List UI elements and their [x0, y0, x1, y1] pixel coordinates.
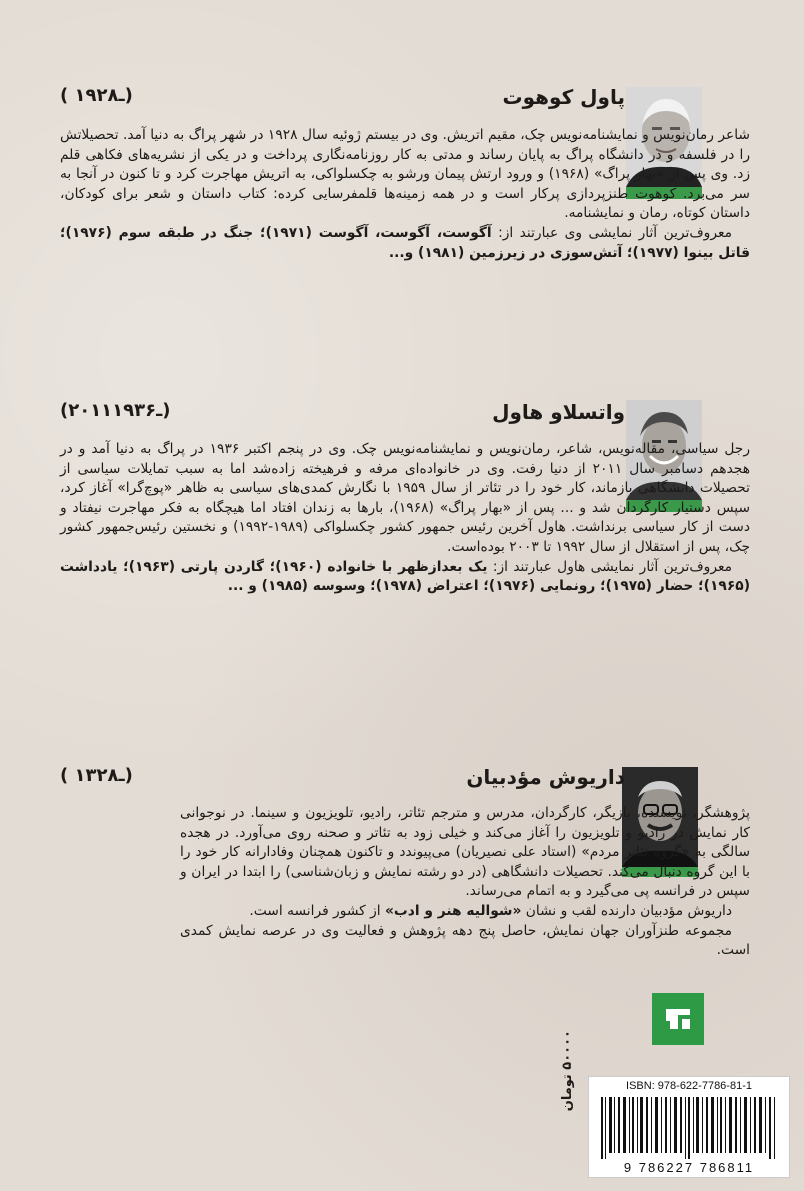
isbn-barcode-box: [588, 1076, 790, 1178]
works-list: آگوست، آگوست، آگوست (۱۹۷۱)؛ جنگ در طبقه سوم (۱۹۷۶)؛ قاتل بینوا (۱۹۷۷)؛ آتش‌سوزی در زیرزمین (۱۹۸۱) و...: [60, 224, 750, 261]
bio-paragraph: شاعر رمان‌نویس و نمایشنامه‌نویس چک، مقیم اتریش. وی در بیستم ژوئیه سال ۱۹۲۸ در شهر پراگ به دنیا آمد. تحصیلاتش را در فلسفه و در دانشگاه پراگ به پایان رساند و مدتی به کار روزنامه‌نگاری پرداخت و در یکی از نشریه‌های فکاهی قلم زد. وی پس از «بهار پراگ» (۱۹۶۸) و ورود ارتش پیمان ورشو به چکسلواکی، به اتریش مهاجرت کرد و تا کنون در آنجا به سر می‌برد. کوهوت طنزپردازی پرکار است و در همه زمینه‌ها قلمفرسایی کرده: کتاب داستان و شعر برای کودکان، داستان کوتاه، رمان و نمایشنامه.: [60, 127, 750, 222]
works-intro: معروف‌ترین آثار نمایشی هاول عبارتند از:: [487, 558, 732, 575]
works-list: یک بعدازظهر با خانواده (۱۹۶۰)؛ گاردن پارتی (۱۹۶۳)؛ یادداشت (۱۹۶۵)؛ حضار (۱۹۷۵)؛ رونمایی (۱۹۷۶)؛ اعتراض (۱۹۷۸)؛ وسوسه (۱۹۸۵) و ...: [60, 558, 750, 595]
author-header: [60, 400, 625, 430]
author-name: واتسلاو هاول: [492, 400, 625, 424]
honor-outro: از کشور فرانسه است.: [249, 902, 385, 919]
author-name: داریوش مؤدبیان: [466, 765, 625, 789]
closing-paragraph: مجموعه طنزآوران جهان نمایش، حاصل پنج دهه پژوهش و فعالیت وی در عرصه نمایش کمدی است.: [180, 922, 750, 959]
author-bio: [180, 804, 750, 961]
bio-paragraph: پژوهشگر، نویسنده، بازیگر، کارگردان، مدرس و مترجم تئاتر، رادیو، تلویزیون و سینما. در نوجوانی کار نمایش در رادیو و تلویزیون را آغاز می‌کند و خیلی زود به تئاتر و صحنه روی می‌آورد. در هجده سالگی به «گروه تئاتر مردم» (استاد علی نصیریان) می‌پیوندد و تاکنون همچنان وفادارانه کار خود را با این گروه دنبال می‌کند. تحصیلات دانشگاهی (در دو رشته نمایش و زبان‌شناسی) را ابتدا در ایران و سپس در فرانسه پی می‌گیرد و به اتمام می‌رساند.: [180, 805, 750, 900]
author-bio: [60, 440, 750, 597]
works-intro: معروف‌ترین آثار نمایشی وی عبارتند از:: [491, 224, 732, 241]
author-bio: [60, 126, 750, 263]
publisher-logo-icon: [660, 1001, 696, 1037]
publisher-logo: [652, 993, 704, 1045]
barcode-icon: [599, 1097, 779, 1159]
isbn-text: ISBN: 978-622-7786-81-1: [626, 1080, 752, 1092]
author-name: پاول کوهوت: [502, 85, 625, 109]
author-years: ( ـ۱۹۲۸): [60, 85, 133, 106]
works-paragraph: [60, 558, 750, 597]
author-header: [60, 765, 625, 795]
honor-paragraph: [180, 902, 750, 922]
author-years: ( ـ۱۳۲۸): [60, 765, 133, 786]
works-paragraph: [60, 224, 750, 263]
author-header: [60, 85, 625, 115]
barcode-number: 9 786227 786811: [623, 1160, 755, 1175]
honor-intro: داریوش مؤدبیان دارنده لقب و نشان: [521, 902, 732, 919]
honor-title: «شوالیه هنر و ادب»: [385, 902, 522, 919]
price-label: ۵۰۰۰۰ تومان: [560, 1030, 575, 1112]
bio-paragraph: رجل سیاسی، مقاله‌نویس، شاعر، رمان‌نویس و نمایشنامه‌نویس چک. وی در پنجم اکتبر ۱۹۳۶ در پراگ به دنیا آمد و در هجدهم دسامبر سال ۲۰۱۱ از دنیا رفت. وی در خانواده‌ای مرفه و فرهیخته زاده‌شد اما به سبب تمایلات سیاسی از تحصیلات دانشگاهی بازماند، کار خود را در تئاتر از سال ۱۹۵۹ با نگارش کمدی‌های سیاسی به ظاهر «پوچ‌گرا» آغاز کرد، سپس دستیار کارگردان شد و ... پس از «بهار پراگ» (۱۹۶۸)، بارها به زندان افتاد اما هیچگاه به فکر مهاجرت نیفتاد و دست از کار سیاسی برنداشت. هاول آخرین رئیس جمهور کشور چکسلواکی (۱۹۸۹-۱۹۹۲) و نخستین رئیس‌جمهور کشور چک، پس از استقلال از سال ۱۹۹۲ تا ۲۰۰۳ بوده‌است.: [60, 441, 751, 555]
author-years: (۲۰۱۱ـ۱۹۳۶): [60, 400, 171, 421]
